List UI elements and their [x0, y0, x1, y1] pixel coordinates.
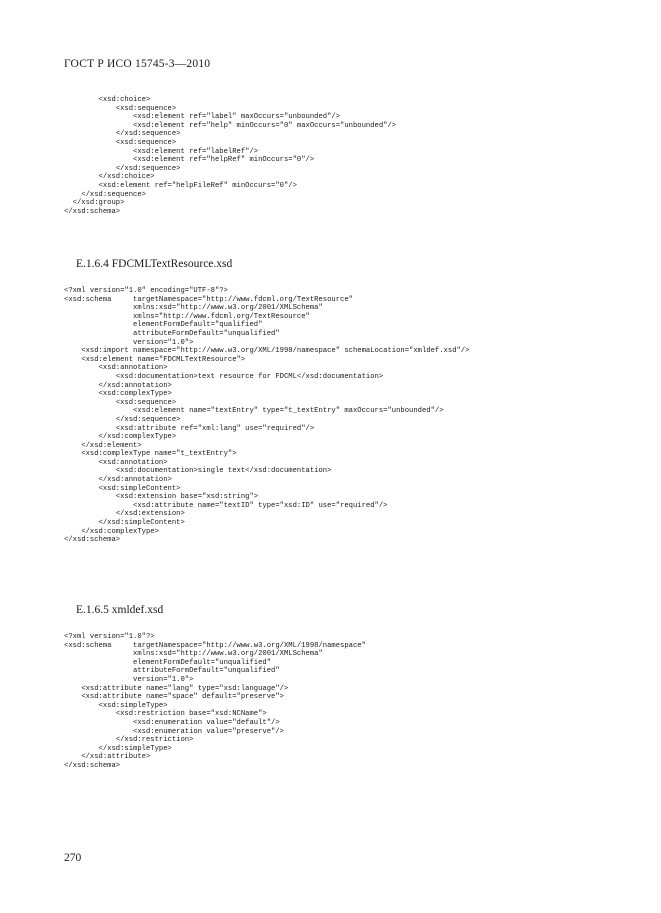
page-number: 270 — [64, 852, 82, 864]
section-heading-textresource: E.1.6.4 FDCMLTextResource.xsd — [76, 258, 233, 270]
code-block-xmldef: <?xml version="1.0"?> <xsd:schema targetNamespace="http://www.w3.org/XML/1998/namespace" xmlns:xsd="http://www.w3.org/2001/XMLSchema" elementFormDefault="unqualified" attributeFormDefault="unqualified" version="1.0"> <xsd:attribute name="lang" type="xsd:language"/> <xsd:attribute name="space" default="preserve"> <xsd:simpleType> <xsd:restriction base="xsd:NCName"> <xsd:enumeration value="default"/> <xsd:enumeration value="preserve"/> </xsd:restriction> </xsd:simpleType> </xsd:attribute> </xsd:schema> — [64, 633, 366, 770]
code-block-textresource: <?xml version="1.0" encoding="UTF-8"?> <xsd:schema targetNamespace="http://www.fdcml.org/TextResource" xmlns:xsd="http://www.w3.org/2001/XMLSchema" xmlns="http://www.fdcml.org/TextResource" elementFormDefault="qualified" attributeFormDefault="unqualified" version="1.0"> <xsd:import namespace="http://www.w3.org/XML/1998/namespace" schemaLocation="xmldef.xsd"/> <xsd:element name="FDCMLTextResource"> <xsd:annotation> <xsd:documentation>text resource for FDCML</xsd:documentation> </xsd:annotation> <xsd:complexType> <xsd:sequence> <xsd:element name="textEntry" type="t_textEntry" maxOccurs="unbounded"/> </xsd:sequence> <xsd:attribute ref="xml:lang" use="required"/> </xsd:complexType> </xsd:element> <xsd:complexType name="t_textEntry"> <xsd:annotation> <xsd:documentation>single text</xsd:documentation> </xsd:annotation> <xsd:simpleContent> <xsd:extension base="xsd:string"> <xsd:attribute name="textID" type="xsd:ID" use="required"/> </xsd:extension> </xsd:simpleContent> </xsd:complexType> </xsd:schema> — [64, 287, 470, 545]
code-block-group-end: <xsd:choice> <xsd:sequence> <xsd:element ref="label" maxOccurs="unbounded"/> <xsd:element ref="help" minOccurs="0" maxOccurs="unbounded"/> </xsd:sequence> <xsd:sequence> <xsd:element ref="labelRef"/> <xsd:element ref="helpRef" minOccurs="0"/> </xsd:sequence> </xsd:choice> <xsd:element ref="helpFileRef" minOccurs="0"/> </xsd:sequence> </xsd:group> </xsd:schema> — [64, 96, 397, 216]
section-heading-xmldef: E.1.6.5 xmldef.xsd — [76, 604, 164, 616]
running-header: ГОСТ Р ИСО 15745-3—2010 — [64, 58, 211, 70]
